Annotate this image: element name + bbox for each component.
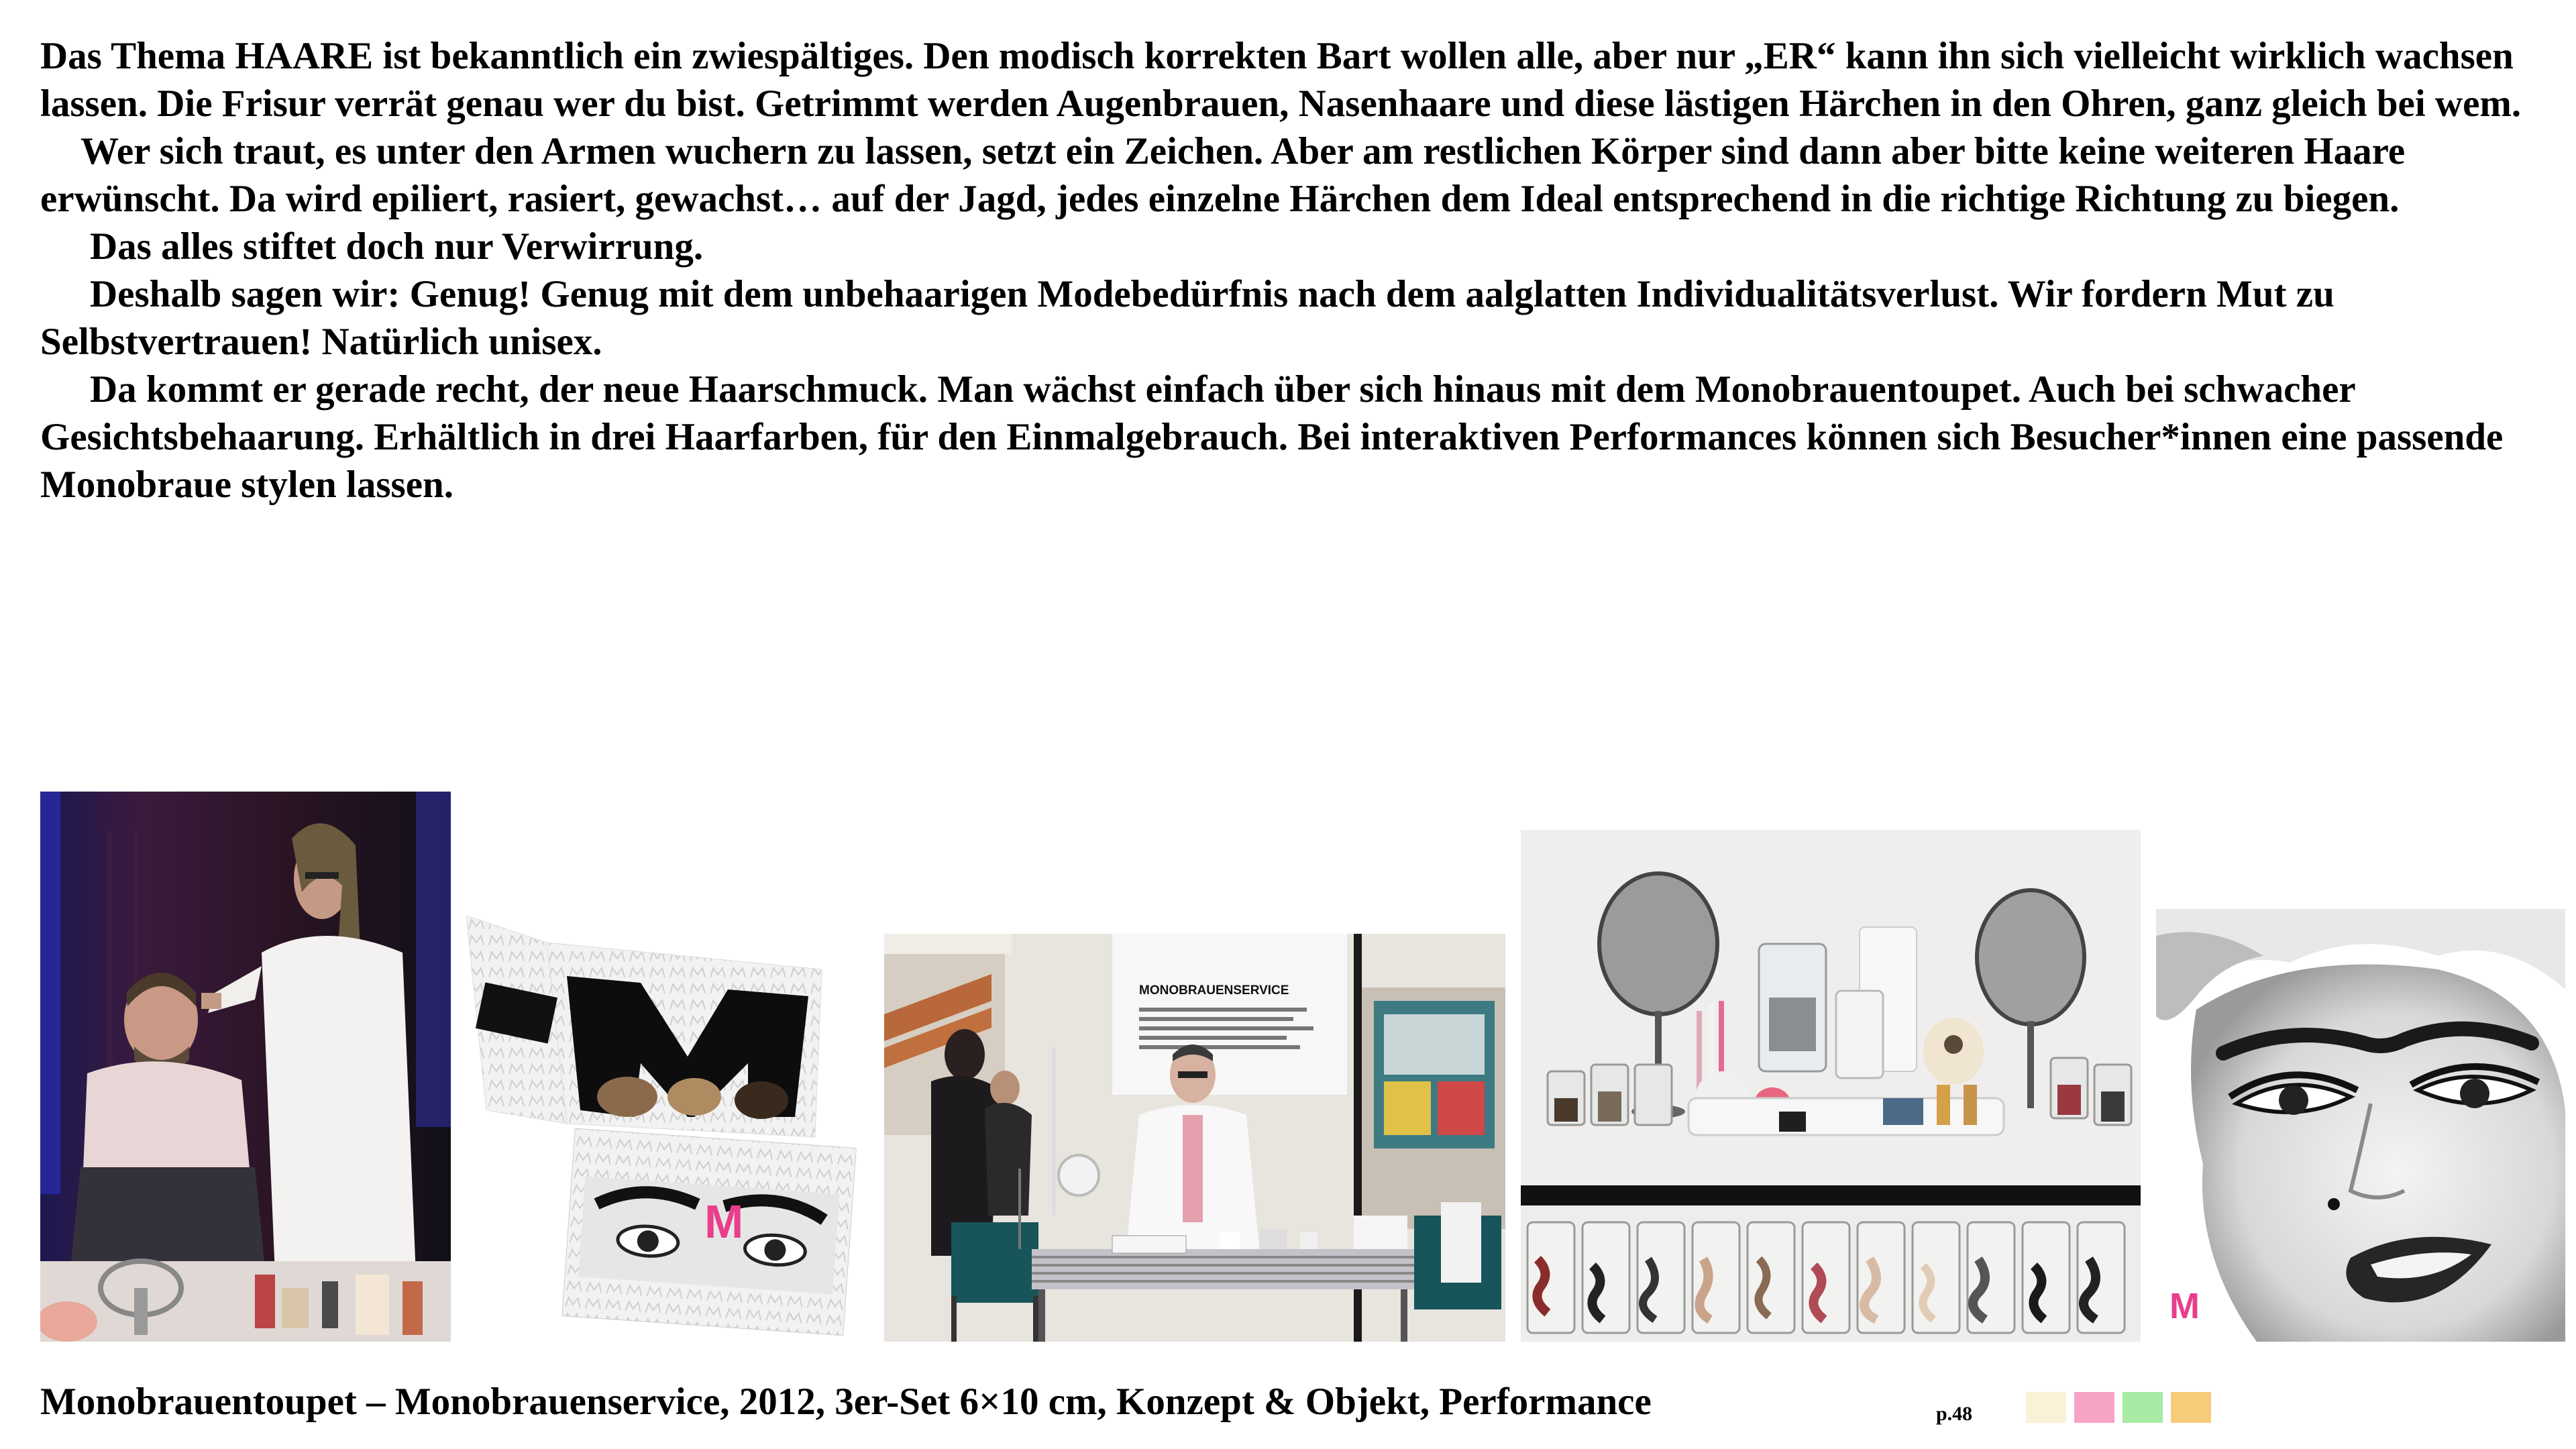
photo-service-booth bbox=[884, 934, 1505, 1342]
paragraph-4: Deshalb sagen wir: Genug! Genug mit dem unbehaarigen Modebedürfnis nach dem aalglatten Individualitätsverlust. Wir fordern Mut zu Selbstvertrauen! Natürlich unisex. bbox=[40, 273, 2334, 363]
photo-jars-graphic bbox=[1521, 830, 2141, 1342]
page-number: p.48 bbox=[1936, 1403, 1973, 1425]
body-text bbox=[40, 32, 2549, 508]
color-swatch-pink bbox=[2074, 1392, 2114, 1423]
photo-mirrors-jars bbox=[1521, 830, 2141, 1342]
card-m-letter: M bbox=[704, 1195, 744, 1248]
portrait-m-letter: M bbox=[2169, 1286, 2200, 1326]
color-swatch-orange bbox=[2171, 1392, 2211, 1423]
color-swatch-cream bbox=[2026, 1392, 2066, 1423]
color-swatch-green bbox=[2123, 1392, 2163, 1423]
poster-title: MONOBRAUENSERVICE bbox=[1139, 983, 1289, 998]
photo-performance bbox=[40, 792, 451, 1342]
photo-cards bbox=[466, 916, 869, 1342]
paragraph-3: Das alles stiftet doch nur Verwirrung. bbox=[90, 225, 704, 268]
paragraph-2: Wer sich traut, es unter den Armen wuchern zu lassen, setzt ein Zeichen. Aber am restlichen Körper sind dann aber bitte keine weiteren Haare erwünscht. Da wird epiliert, rasiert, gewachst… auf der Jagd, jedes einzelne Härchen dem Ideal entsprechend in die richtige Richtung zu biegen. bbox=[40, 130, 2406, 220]
photo-booth-graphic bbox=[884, 934, 1505, 1342]
image-caption: Monobrauentoupet – Monobrauenservice, 2012, 3er-Set 6×10 cm, Konzept & Objekt, Performance bbox=[40, 1381, 1652, 1423]
photo-cards-graphic bbox=[466, 916, 869, 1342]
paragraph-1: Das Thema HAARE ist bekanntlich ein zwiespältiges. Den modisch korrekten Bart wollen alle, aber nur „ER“ kann ihn sich vielleicht wirklich wachsen lassen. Die Frisur verrät genau wer du bist. Getrimmt werden Augenbrauen, Nasenhaare und diese lästigen Härchen in den Ohren, ganz gleich bei wem. bbox=[40, 35, 2522, 125]
photo-performance-graphic bbox=[40, 792, 451, 1342]
photo-portrait bbox=[2156, 909, 2565, 1342]
photo-portrait-graphic bbox=[2156, 909, 2565, 1342]
paragraph-5: Da kommt er gerade recht, der neue Haarschmuck. Man wächst einfach über sich hinaus mit dem Monobrauentoupet. Auch bei schwacher Gesichtsbehaarung. Erhältlich in drei Haarfarben, für den Einmalgebrauch. Bei interaktiven Performances können sich Besucher*innen eine passende Monobraue stylen lassen. bbox=[40, 368, 2504, 506]
